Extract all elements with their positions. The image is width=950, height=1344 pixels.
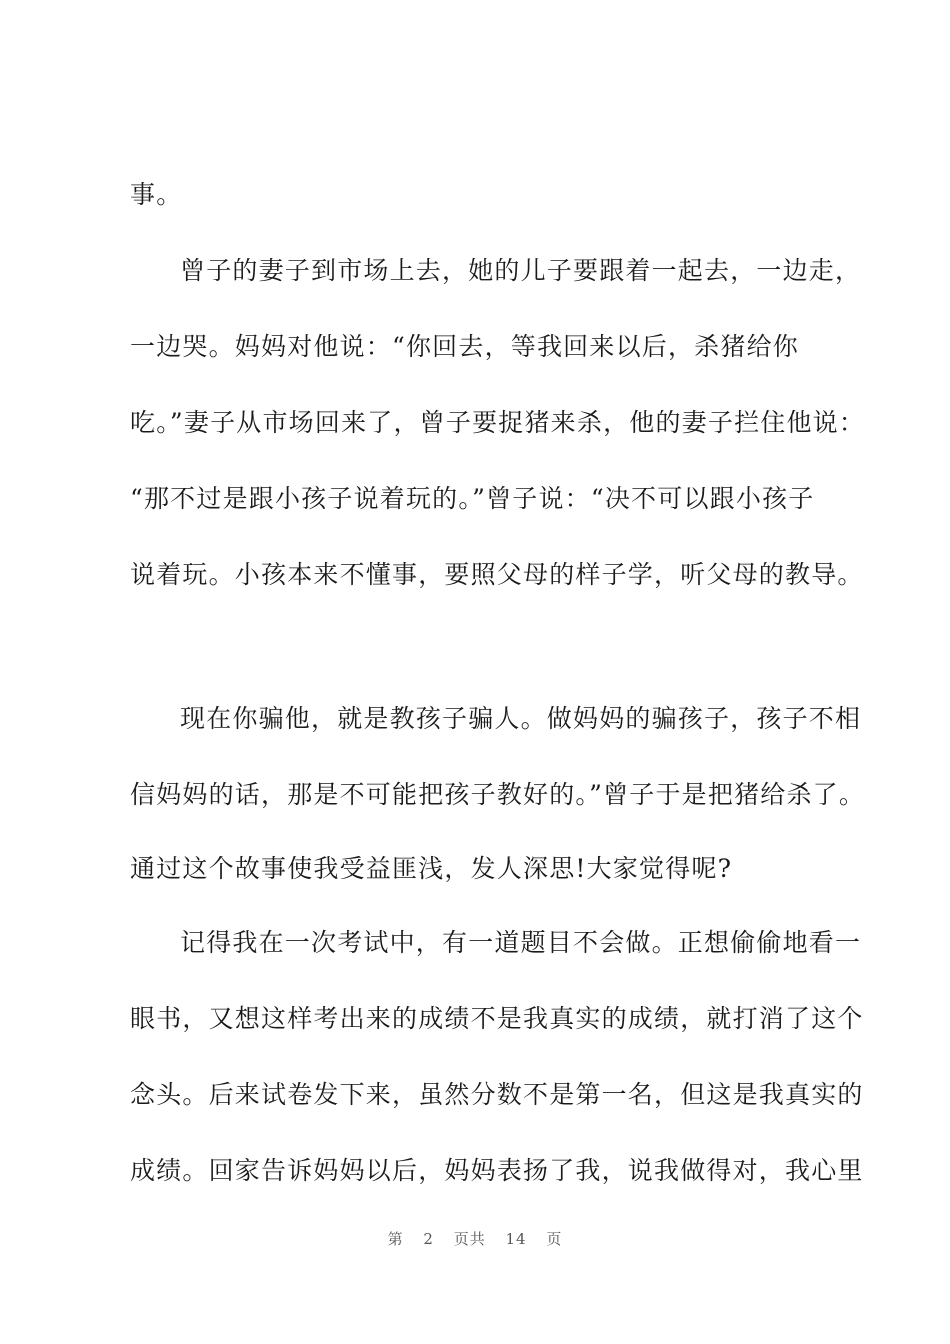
- page-footer: [0, 1228, 950, 1250]
- text-line-8: 信妈妈的话，那是不可能把孩子教好的。”曾子于是把猪给杀了。: [130, 780, 866, 809]
- text-line-9: 通过这个故事使我受益匪浅，发人深思!大家觉得呢?: [130, 854, 733, 883]
- footer-prefix: 第: [387, 1230, 404, 1248]
- text-line-6: 说着玩。小孩本来不懂事，要照父母的样子学，听父母的教导。: [130, 560, 864, 589]
- footer-page-number: 2: [423, 1230, 434, 1248]
- text-line-3: 一边哭。妈妈对他说：“你回去，等我回来以后，杀猪给你: [130, 332, 799, 361]
- text-line-12: 念头。后来试卷发下来，虽然分数不是第一名，但这是我真实的: [130, 1080, 864, 1109]
- text-line-5: “那不过是跟小孩子说着玩的。”曾子说：“决不可以跟小孩子: [130, 484, 815, 513]
- text-line-10: 记得我在一次考试中，有一道题目不会做。正想偷偷地看一: [180, 928, 862, 957]
- text-line-11: 眼书，又想这样考出来的成绩不是我真实的成绩，就打消了这个: [130, 1004, 864, 1033]
- text-line-13: 成绩。回家告诉妈妈以后，妈妈表扬了我，说我做得对，我心里: [130, 1156, 864, 1185]
- text-line-2: 曾子的妻子到市场上去，她的儿子要跟着一起去，一边走，: [180, 256, 862, 285]
- text-line-4: 吃。”妻子从市场回来了，曾子要捉猪来杀，他的妻子拦住他说：: [130, 408, 866, 437]
- text-line-1: 事。: [130, 180, 183, 209]
- text-line-7: 现在你骗他，就是教孩子骗人。做妈妈的骗孩子，孩子不相: [180, 704, 862, 733]
- footer-middle: 页共: [453, 1230, 486, 1248]
- footer-suffix: 页: [546, 1230, 563, 1248]
- footer-total-pages: 14: [505, 1230, 527, 1248]
